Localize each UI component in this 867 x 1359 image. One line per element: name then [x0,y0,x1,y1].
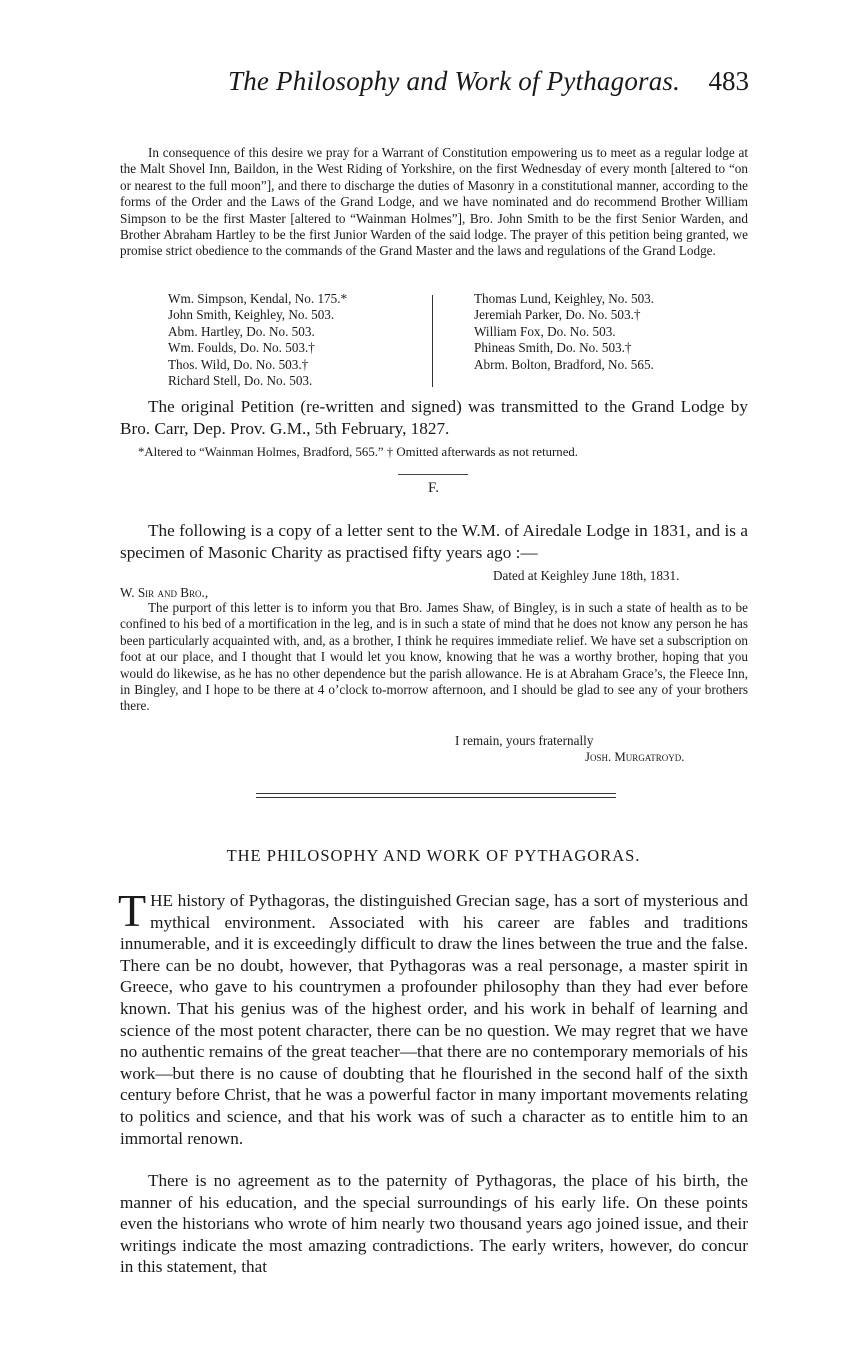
letter-salutation: W. Sir and Bro., [120,585,209,600]
page-header [0,66,867,106]
column-divider [432,295,433,387]
signatories-right-column [474,291,748,373]
section-letter: F. [428,480,439,496]
petition-paragraph: In consequence of this desire we pray for a Warrant of Constitution empowering us to meet as a regular lodge at the Malt Shovel Inn, Baildon, in the West Riding of Yorkshire, on the first Wednesday of every month [altered to “on or nearest to the full moon”], and there to discharge the duties of Masonry in a constitutional manner, according to the forms of the Order and the Laws of the Grand Lodge, and we have nominated and do recommend Brother William Simpson to be the first Master [altered to “Wainman Holmes”], Bro. John Smith to be the first Senior Warden, and Brother Abraham Hartley to be the first Junior Warden of the said lodge. The prayer of this petition being granted, we promise strict obedience to the commands of the Grand Master and the laws and regulations of the Grand Lodge. [120,145,748,259]
signatories-table [168,291,748,391]
article-paragraph-1 [118,885,748,1149]
letter-closing: I remain, yours fraternally [455,733,594,748]
transmission-paragraph: The original Petition (re-written and signed) was transmitted to the Grand Lodge by Bro. Carr, Dep. Prov. G.M., 5th February, 1827. [120,397,748,438]
signatory: Wm. Simpson, Kendal, No. 175.* [168,291,348,306]
article-paragraph-2: There is no agreement as to the paternity of Pythagoras, the place of his birth, the manner of his education, and the special surroundings of his early life. On these points even the historians who wrote of him nearly two thousand years ago joined issue, and their writings indicate the most amazing contradictions. The early writers, however, do concur in this statement, that [120,1171,748,1277]
signatory: Abm. Hartley, Do. No. 503. [168,323,315,339]
section-rule [398,474,468,475]
signatory: Jeremiah Parker, Do. No. 503.† [474,307,641,323]
signatory: Abrm. Bolton, Bradford, No. 565. [474,356,654,372]
signatory: Richard Stell, Do. No. 503. [168,373,313,389]
signatory: Thos. Wild, Do. No. 503.† [168,356,309,372]
section-double-rule [256,793,616,801]
footnote: *Altered to “Wainman Holmes, Bradford, 565.” † Omitted afterwards as not returned. [138,445,578,459]
signatory: Thomas Lund, Keighley, No. 503. [474,291,655,306]
article-title: THE PHILOSOPHY AND WORK OF PYTHAGORAS. [226,846,641,865]
signatory: John Smith, Keighley, No. 503. [168,307,335,323]
letter-signature: Josh. Murgatroyd. [585,750,685,764]
signatory: William Fox, Do. No. 503. [474,323,616,339]
letter-body: The purport of this letter is to inform you that Bro. James Shaw, of Bingley, is in such a state of health as to be confined to his bed of a mortification in the leg, and is in such a state of mind that he does not know any person he has been particularly acquainted with, and, as a brother, I think he requires immediate relief. We have set a subscription on foot at our place, and I thought that I would let you know, knowing that he was a worthy brother, hoping that you would do likewise, as he has no other dependence but the parish allowance. He is at Abraham Grace’s, the Fleece Inn, in Bingley, and I hope to be there at 4 o’clock to-morrow afternoon, and I should be glad to see any of your brothers there. [120,600,748,714]
running-title: The Philosophy and Work of Pythagoras. [228,66,681,96]
page-number: 483 [708,66,749,96]
paragraph-text: HE history of Pythagoras, the distinguished Grecian sage, has a sort of mysterious and mythical environment. Associated with his career are fables and traditions innumerable, and it is exceedingly difficult to draw the lines between the true and the false. There can be no doubt, however, that Pythagoras was a real personage, a master spirit in Greece, who gave to his countrymen a profounder philosophy than they had ever before known. That his genius was of the highest order, and his work in behalf of learning and science of the most potent character, there can be no question. We may regret that we have no authentic remains of the great teacher—that there are no contemporary memorials of his work—but there is no cause of doubting that he flourished in the second half of the sixth century before Christ, that he was a powerful factor in many important movements relating to politics and science, and that his work was of such a character as to entitle him to an immortal renown. [120,891,748,1148]
letter-dateline: Dated at Keighley June 18th, 1831. [493,568,680,583]
letter-intro: The following is a copy of a letter sent to the W.M. of Airedale Lodge in 1831, and is a specimen of Masonic Charity as practised fifty years ago :— [120,521,748,562]
signatory: Wm. Foulds, Do. No. 503.† [168,340,315,356]
signatory: Phineas Smith, Do. No. 503.† [474,340,632,356]
dropcap: T [118,885,147,936]
signatories-left-column [168,291,424,389]
